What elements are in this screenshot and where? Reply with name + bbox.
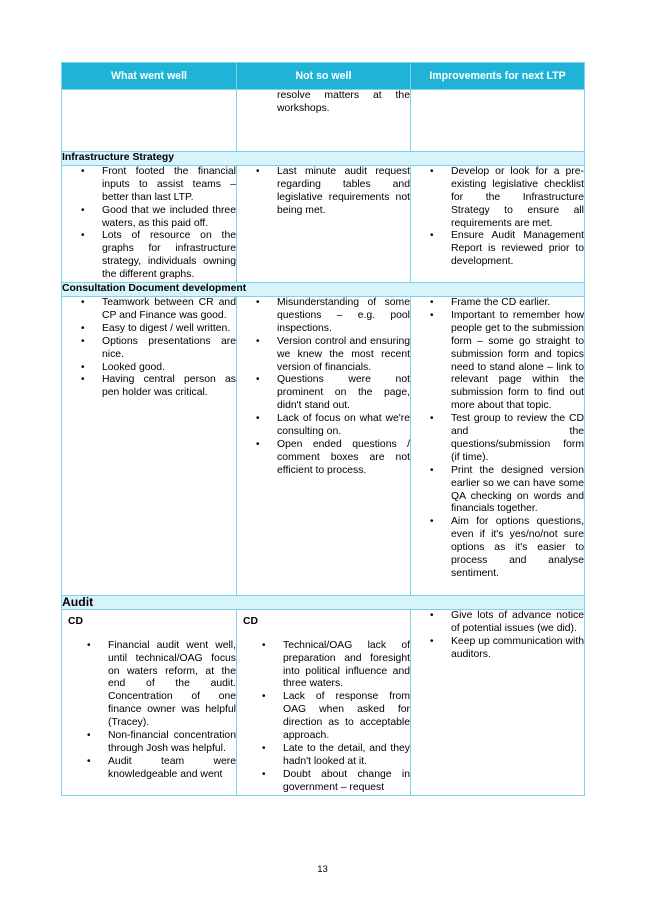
not-well-cell (237, 296, 411, 595)
list-item: • Front footed the financial inputs to assist teams – better than last LTP. (62, 166, 236, 205)
not-well-cell (237, 165, 411, 282)
list-item: • Last minute audit request regarding tables and legislative requirements not being met. (237, 166, 410, 218)
list-item: • Give lots of advance notice of potential issues (we did). (411, 610, 584, 636)
list-item: • Lack of focus on what we're consulting on. (237, 413, 410, 439)
list-item: • Late to the detail, and they hadn't looked at it. (243, 743, 410, 769)
list-item: • Frame the CD earlier. (411, 297, 584, 310)
section-row-consultation (62, 296, 585, 595)
continuation-text: resolve matters at the workshops. (277, 90, 410, 114)
well-subheading: CD (68, 615, 84, 627)
list-item: • Technical/OAG lack of preparation and foresight into political influence and three waters. (243, 640, 410, 692)
list-item: • Teamwork between CR and CP and Finance was good. (62, 297, 236, 323)
list-item: • Misunderstanding of some questions – e.g. pool inspections. (237, 297, 410, 336)
not-well-cell (237, 609, 411, 795)
page-number: 13 (317, 864, 328, 875)
improve-cell (411, 165, 585, 282)
header-what-went-well: What went well (62, 63, 237, 90)
header-not-so-well: Not so well (237, 63, 411, 90)
list-item: • Doubt about change in government – request (243, 769, 410, 795)
improve-list (411, 297, 584, 581)
improve-list (411, 166, 584, 269)
section-row-audit (62, 609, 585, 795)
list-item: • Financial audit went well, until technical/OAG focus on waters reform, at the end of the audit. Concentration of one finance owner was helpful (Tracey). (68, 640, 236, 730)
not-well-list (237, 166, 410, 218)
list-item: • Having central person as pen holder was critical. (62, 374, 236, 400)
improve-list (411, 610, 584, 662)
continuation-not-well-cell (237, 90, 411, 152)
improve-cell (411, 609, 585, 795)
list-item: • Print the designed version earlier so we can have some QA checking on words and financials together. (411, 465, 584, 517)
not-well-subheading: CD (243, 615, 259, 627)
not-well-list (237, 297, 410, 478)
improve-cell (411, 296, 585, 595)
not-well-list (243, 640, 410, 795)
section-title-audit: Audit (62, 595, 585, 609)
list-item: • Aim for options questions, even if it's yes/no/not sure options as it's easier to process and analyse sentiment. (411, 516, 584, 581)
continuation-improve-cell (411, 90, 585, 152)
list-item: • Easy to digest / well written. (62, 323, 236, 336)
list-item: • Looked good. (62, 362, 236, 375)
list-item: • Important to remember how people get to the submission form – some go straight to submission form and topics need to stand alone – link to relevant page within the submission form to find out more about that topic. (411, 310, 584, 413)
list-item: • Good that we included three waters, as this paid off. (62, 205, 236, 231)
section-header-row (62, 283, 585, 297)
header-improvements: Improvements for next LTP (411, 63, 585, 90)
section-row-infrastructure (62, 165, 585, 282)
section-header-row (62, 152, 585, 166)
list-item: • Audit team were knowledgeable and went (68, 756, 236, 782)
list-item: • Ensure Audit Management Report is reviewed prior to development. (411, 230, 584, 269)
continuation-well-cell (62, 90, 237, 152)
well-list (62, 166, 236, 282)
well-list (68, 640, 236, 782)
continuation-row (62, 90, 585, 152)
list-item: • Questions were not prominent on the page, didn't stand out. (237, 374, 410, 413)
section-header-row (62, 595, 585, 609)
list-item: • Test group to review the CD and the questions/submission form (if time). (411, 413, 584, 465)
well-cell (62, 609, 237, 795)
list-item: • Lack of response from OAG when asked for direction as to acceptable approach. (243, 691, 410, 743)
list-item: • Keep up communication with auditors. (411, 636, 584, 662)
well-cell (62, 165, 237, 282)
ltp-review-table (61, 62, 585, 796)
list-item: • Options presentations are nice. (62, 336, 236, 362)
section-title-infrastructure: Infrastructure Strategy (62, 152, 585, 166)
well-list (62, 297, 236, 400)
header-row (62, 63, 585, 90)
list-item: • Version control and ensuring we knew the most recent version of financials. (237, 336, 410, 375)
list-item: • Lots of resource on the graphs for infrastructure strategy, individuals owning the different graphs. (62, 230, 236, 282)
list-item: • Open ended questions / comment boxes are not efficient to process. (237, 439, 410, 478)
list-item: • Non-financial concentration through Josh was helpful. (68, 730, 236, 756)
list-item: • Develop or look for a pre-existing legislative checklist for the Infrastructure Strategy to ensure all requirements are met. (411, 166, 584, 231)
well-cell (62, 296, 237, 595)
section-title-consultation: Consultation Document development (62, 283, 585, 297)
